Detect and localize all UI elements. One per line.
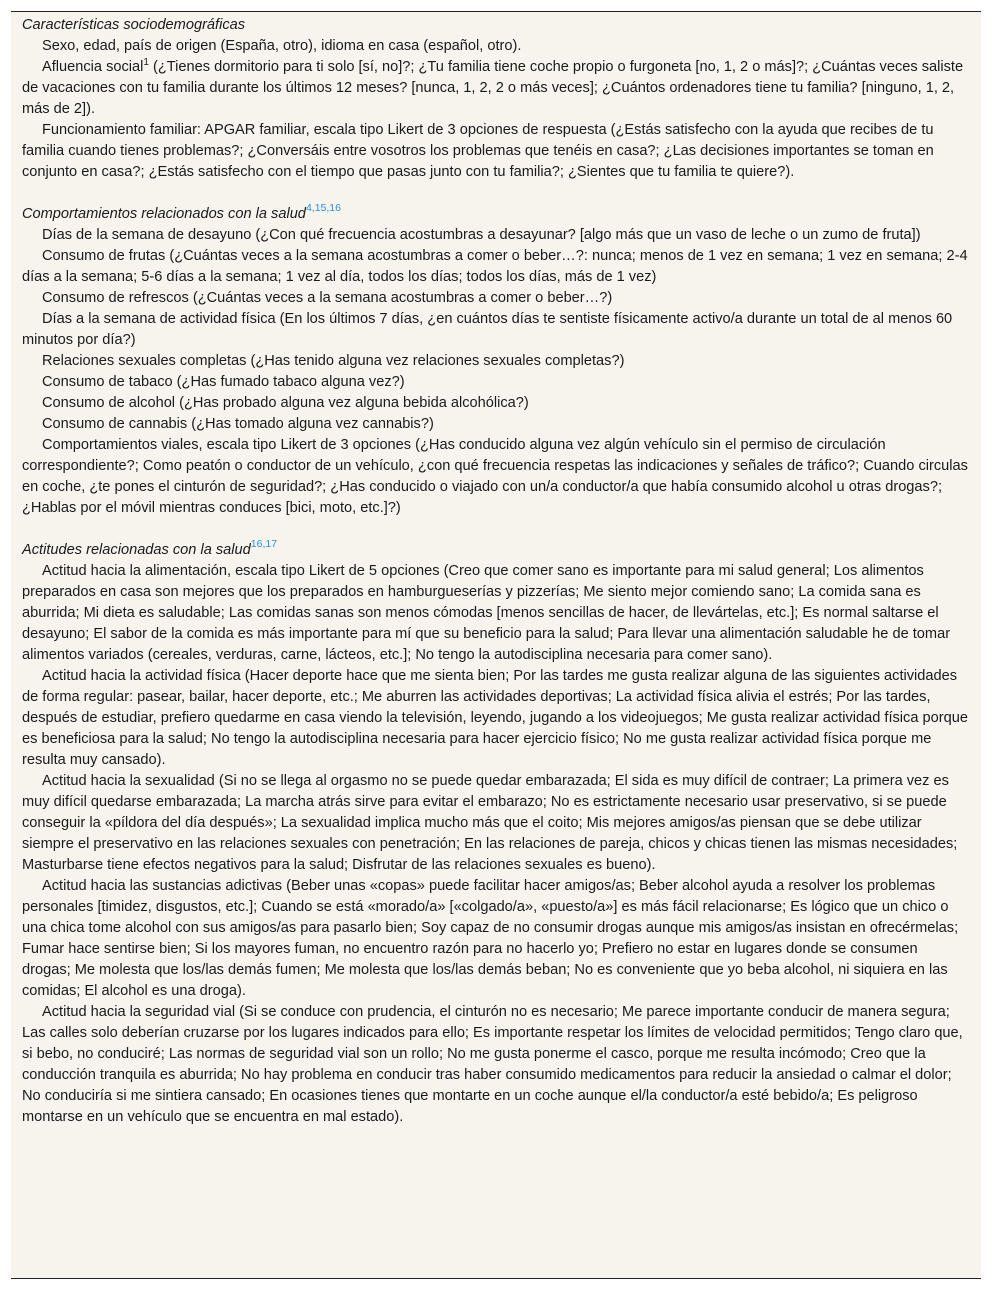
list-item: Consumo de refrescos (¿Cuántas veces a la semana acostumbras a comer o beber…?): [42, 290, 613, 306]
list-item: Días de la semana de desayuno (¿Con qué frecuencia acostumbras a desayunar? [algo más que un vaso de leche o un zumo de fruta]): [42, 227, 921, 243]
list-item: Actitud hacia la alimentación, escala tipo Likert de 5 opciones (Creo que comer sano es importante para mi salud general; Los alimentos preparados en casa son mejores que los preparados en hamburgueserías y pizzerías; Me siento mejor comiendo sano; La comida sana es aburrida; Mi dieta es saludable; Las comidas sanas son menos cómodas [menos sencillas de hacer, de llevártelas, etc.]; Es normal saltarse el desayuno; El sabor de la comida es más importante para mí que su beneficio para la salud; Para llevar una alimentación saludable he de tomar alimentos variados (cereales, verduras, carne, lácteos, etc.]; No tengo la autodisciplina necesaria para comer sano).: [22, 563, 951, 663]
section-divider: [22, 519, 970, 540]
item-label: Afluencia social: [42, 59, 144, 75]
section-health-behaviors: [22, 204, 970, 519]
list-item: Consumo de frutas (¿Cuántas veces a la semana acostumbras a comer o beber…?: nunca; menos de 1 vez en semana; 1 vez en semana; 2-4 días a la semana; 5-6 días a la semana; 1 vez al día, todos los días; todos los días, más de 1 vez): [22, 248, 968, 285]
reference-link[interactable]: 16,17: [250, 538, 278, 551]
list-item: Funcionamiento familiar: APGAR familiar, escala tipo Likert de 3 opciones de respuesta (¿Estás satisfecho con la ayuda que recibes de tu familia cuando tienes problemas?; ¿Conversáis entre vosotros los problemas que tenéis en casa?; ¿Las decisiones importantes se toman en conjunto en casa?; ¿Estás satisfecho con el tiempo que pasas junto con tu familia?; ¿Sientes que tu familia te quiere?).: [22, 122, 934, 180]
list-item: Actitud hacia la seguridad vial (Si se conduce con prudencia, el cinturón no es necesario; Me parece importante conducir de manera segura; Las calles solo deberían cruzarse por los lugares indicados para ello; Es importante respetar los límites de velocidad permitidos; Tengo claro que, si bebo, no conduciré; Las normas de seguridad vial son un rollo; No me gusta ponerme el casco, porque me resulta incómodo; Creo que la conducción tranquila es aburrida; No hay problema en conducir tras haber consumido medicamentos para reducir la ansiedad o calmar el dolor; No conduciría si me sintiera cansado; En ocasiones tienes que montarte en un coche aunque el/la conductor/a esté bebido/a; Es peligroso montarse en un vehículo que se encuentra en mal estado).: [22, 1004, 963, 1125]
section-title: Comportamientos relacionados con la salud$^{4,15,16}$: [22, 202, 341, 222]
section-sociodemographic: [22, 15, 970, 183]
section-title: Actitudes relacionadas con la salud$^{16,17}$: [22, 538, 278, 558]
list-item: Consumo de cannabis (¿Has tomado alguna vez cannabis?): [42, 416, 434, 432]
item-text: (¿Tienes dormitorio para ti solo [sí, no]?; ¿Tu familia tiene coche propio o furgoneta [no, 1, 2 o más]?; ¿Cuántas veces saliste de vacaciones con tu familia durante los últimos 12 meses? [nunca, 1, 2, 2 o más veces]; ¿Cuántos ordenadores tiene tu familia? [ninguno, 1, 2, más de 2]).: [22, 59, 964, 117]
list-item: Actitud hacia la sexualidad (Si no se llega al orgasmo no se puede quedar embarazada; El sida es muy difícil de contraer; La primera vez es muy difícil quedarse embarazada; La marcha atrás sirve para evitar el embarazo; No es estrictamente necesario usar preservativo, si se puede conseguir la «píldora del día después»; La sexualidad implica mucho más que el coito; Mis mejores amigos/as piensan que se debe utilizar siempre el preservativo en las relaciones sexuales con penetración; En las relaciones de pareja, chicos y chicas tienen las mismas necesidades; Masturbarse tiene efectos negativos para la salud; Disfrutar de las relaciones sexuales es bueno).: [22, 773, 958, 873]
section-health-attitudes: [22, 540, 970, 1128]
list-item: Consumo de alcohol (¿Has probado alguna vez alguna bebida alcohólica?): [42, 395, 529, 411]
list-item: Comportamientos viales, escala tipo Likert de 3 opciones (¿Has conducido alguna vez algún vehículo sin el permiso de circulación correspondiente?; Como peatón o conductor de un vehículo, ¿con qué frecuencia respetas las indicaciones y señales de tráfico?; Cuando circulas en coche, ¿te pones el cinturón de seguridad?; ¿Has conducido o viajado con un/a conductor/a que había consumido alcohol u otras drogas?; ¿Hablas por el móvil mientras conduces [bici, moto, etc.]?): [22, 437, 968, 516]
section-title: Características sociodemográficas: [22, 17, 246, 33]
variables-table: [11, 11, 981, 1279]
list-item: Días a la semana de actividad física (En los últimos 7 días, ¿en cuántos días te sentiste físicamente activo/a durante un total de al menos 60 minutos por día?): [22, 311, 953, 348]
list-item: Consumo de tabaco (¿Has fumado tabaco alguna vez?): [42, 374, 405, 390]
reference-link[interactable]: 4,15,16: [305, 202, 341, 215]
list-item: [22, 57, 970, 120]
section-divider: [22, 183, 970, 204]
list-item: Sexo, edad, país de origen (España, otro), idioma en casa (español, otro).: [42, 38, 522, 54]
list-item: Actitud hacia las sustancias adictivas (Beber unas «copas» puede facilitar hacer amigos/as; Beber alcohol ayuda a resolver los problemas personales [timidez, disgustos, etc.]; Cuando se está «morado/a» [«colgado/a», «puesto/a»] es más fácil relacionarse; Es lógico que un chico o una chica tome alcohol con sus amigos/as para pasarlo bien; Soy capaz de no consumir drogas aunque mis amigos/as insistan en ofrecérmelas; Fumar hace sentirse bien; Si los mayores fuman, no encuentro razón para no hacerlo yo; Prefiero no estar en lugares donde se consumen drogas; Me molesta que los/las demás fumen; Me molesta que los/las demás beban; No es conveniente que yo beba alcohol, ni siquiera en las comidas; El alcohol es una droga).: [22, 878, 959, 999]
list-item: Actitud hacia la actividad física (Hacer deporte hace que me sienta bien; Por las tardes me gusta realizar alguna de las siguientes actividades de forma regular: pasear, bailar, hacer deporte, etc.; Me aburren las actividades deportivas; La actividad física alivia el estrés; Por las tardes, después de estudiar, prefiero quedarme en casa viendo la televisión, leyendo, jugando a los videojuegos; Me gusta realizar actividad física porque es beneficiosa para la salud; No tengo la autodisciplina necesaria para hacer ejercicio físico; No me gusta realizar actividad física porque me resulta muy cansado).: [22, 668, 968, 768]
footnote-ref: 1: [143, 57, 149, 69]
list-item: Relaciones sexuales completas (¿Has tenido alguna vez relaciones sexuales completas?): [42, 353, 625, 369]
